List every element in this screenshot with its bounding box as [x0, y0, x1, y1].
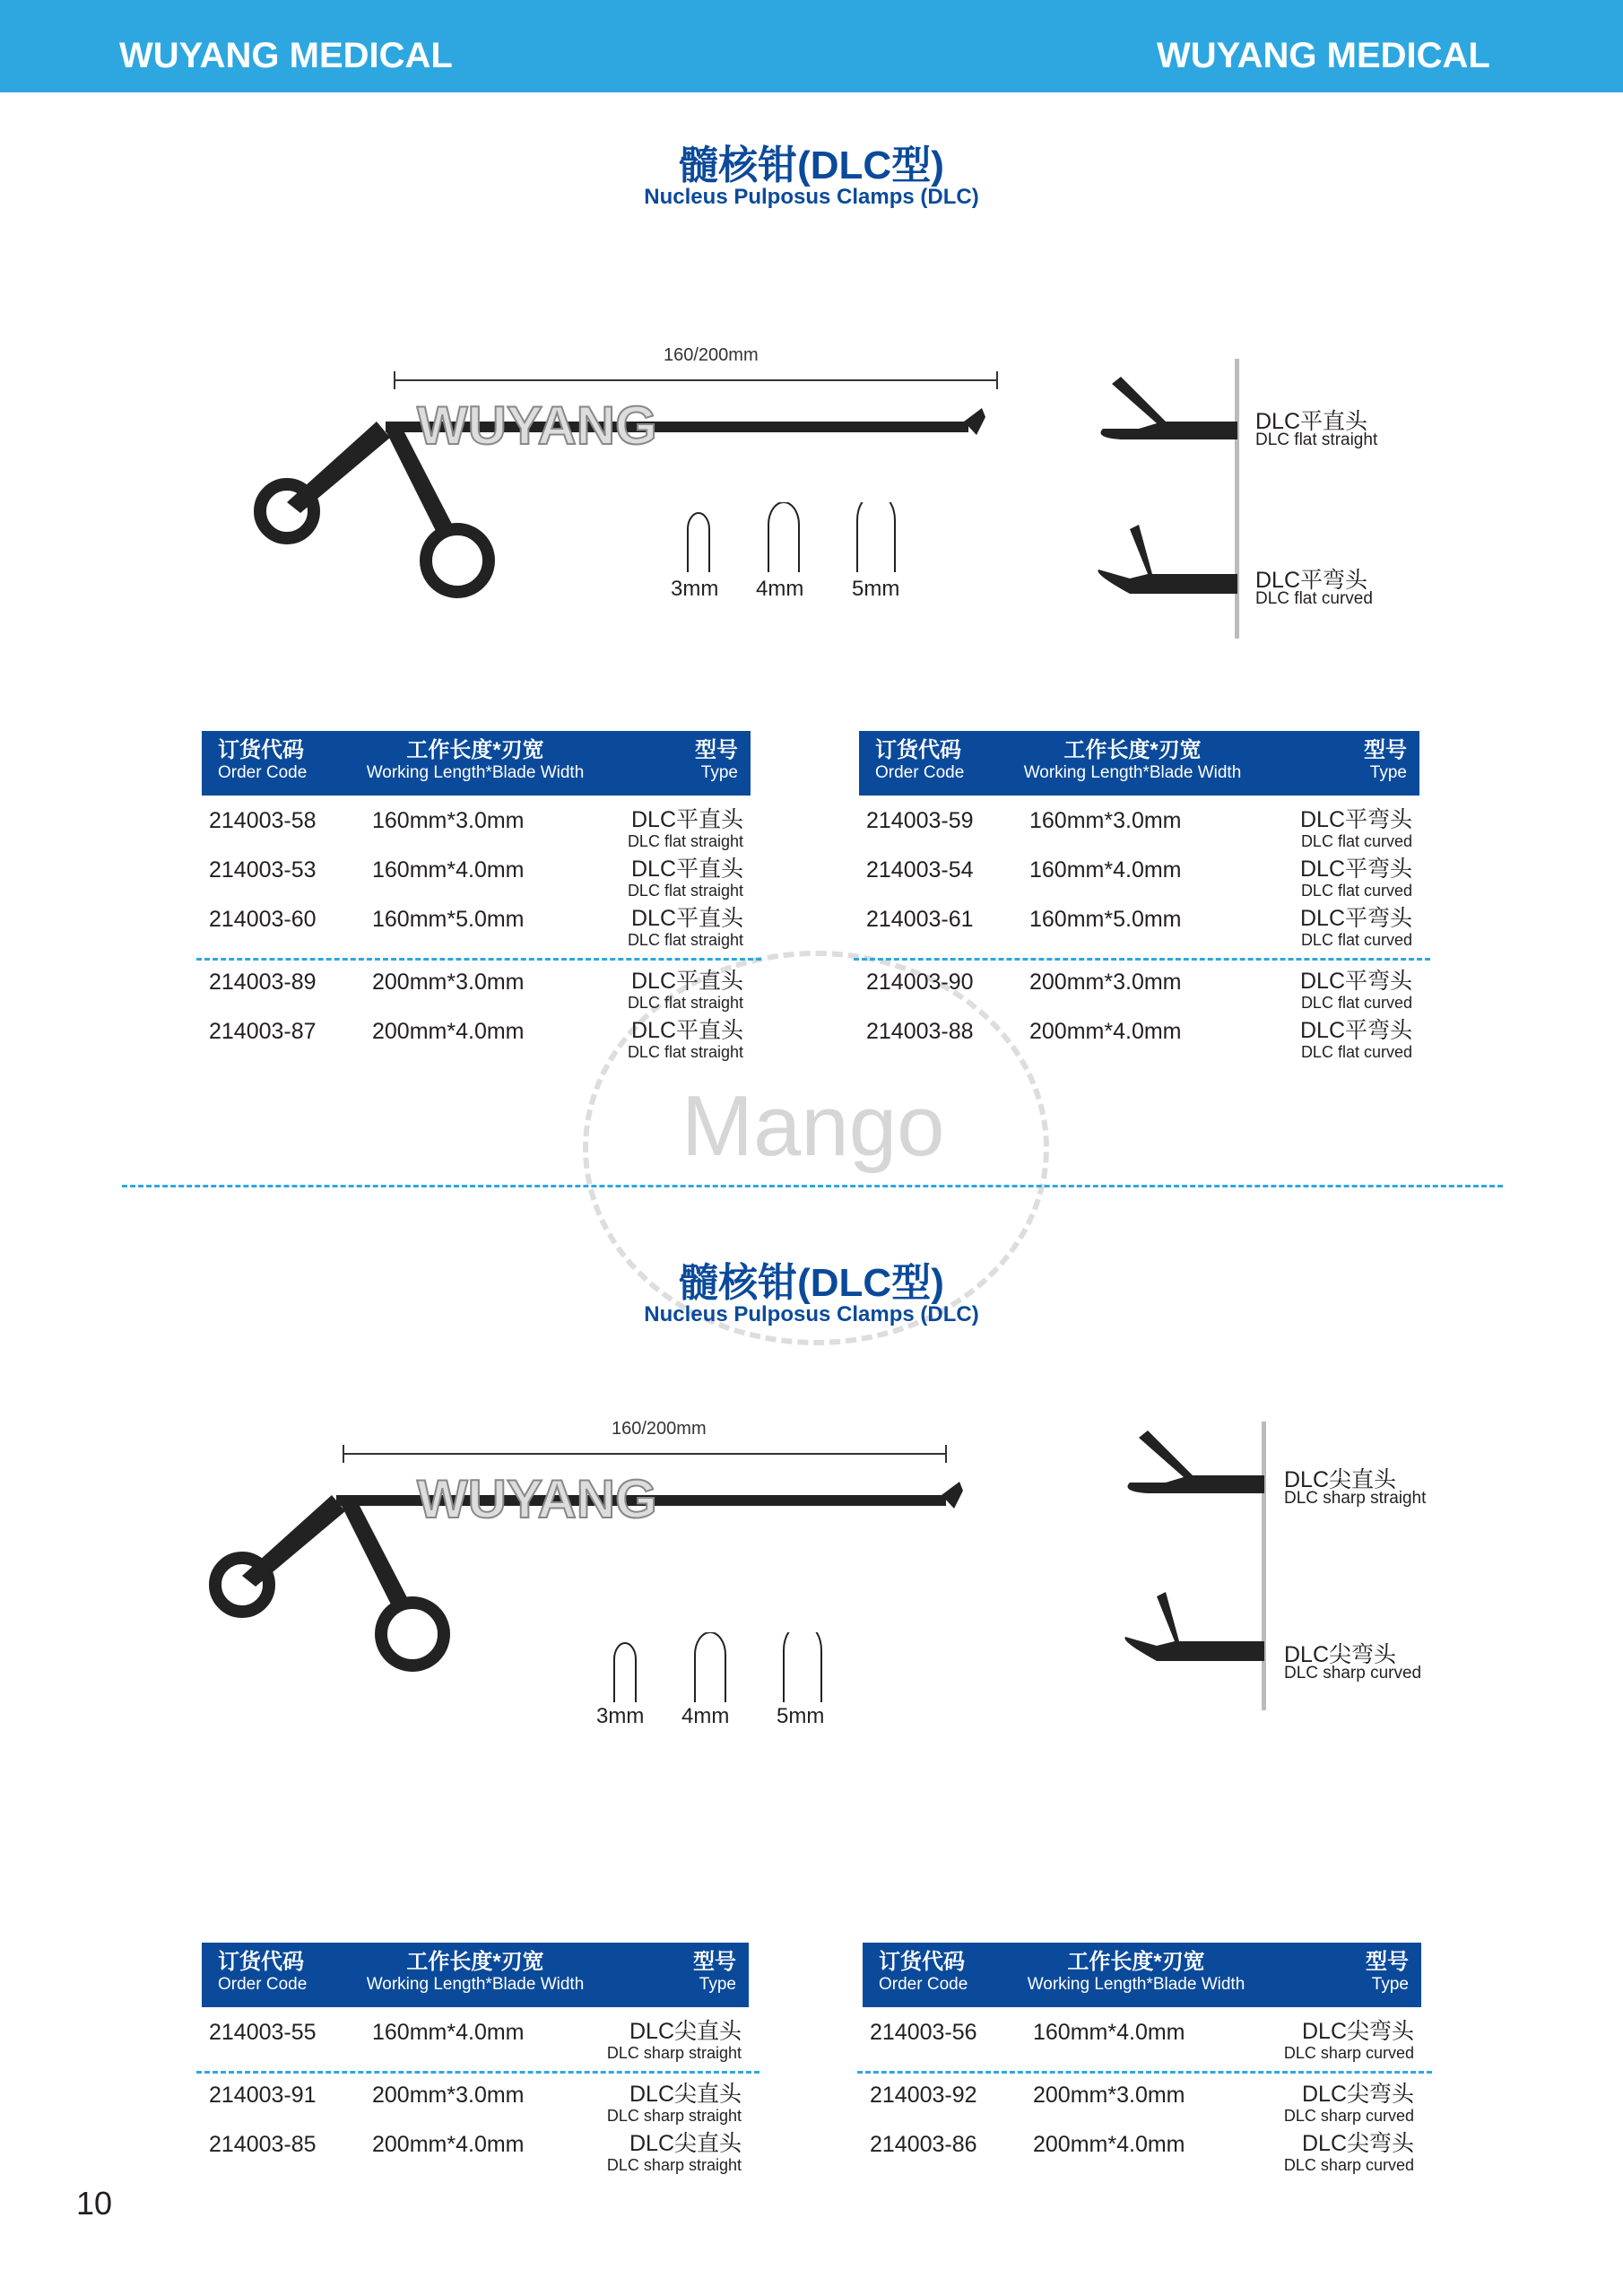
- order-code: 214003-85: [209, 2132, 317, 2157]
- dimension-label: 160/200mm: [664, 345, 759, 365]
- col-working-length: [1020, 1950, 1253, 1995]
- working-length: 200mm*3.0mm: [1029, 970, 1182, 995]
- type-cn: DLC平弯头: [1299, 807, 1412, 832]
- working-length: 160mm*3.0mm: [1029, 808, 1182, 833]
- type: [1300, 857, 1412, 900]
- size-4mm: 4mm: [756, 577, 804, 601]
- type: [607, 2132, 742, 2174]
- type-cn: DLC平弯头: [1299, 906, 1412, 931]
- col-len-cn: 工作长度*刃宽: [406, 738, 544, 762]
- type-en: DLC flat straight: [627, 882, 743, 900]
- type: [628, 857, 743, 900]
- size-3mm: 3mm: [671, 577, 719, 601]
- type: [628, 1019, 743, 1061]
- tip-4-cn: DLC尖弯头: [1284, 1642, 1397, 1667]
- col-type-en: Type: [1369, 763, 1407, 782]
- order-code: 214003-55: [209, 2020, 317, 2045]
- col-order-code: [879, 1950, 968, 1995]
- working-length: 160mm*4.0mm: [372, 2020, 525, 2045]
- col-type-cn: 型号: [695, 738, 738, 762]
- type: [628, 907, 743, 949]
- table-row: [859, 903, 1419, 952]
- type: [1300, 808, 1412, 850]
- col-len-en: Working Length*Blade Width: [366, 763, 585, 782]
- order-code: 214003-53: [209, 857, 317, 883]
- order-code: 214003-89: [209, 970, 317, 995]
- order-table-flat-curved: [859, 731, 1419, 1065]
- table-row: [202, 1015, 751, 1065]
- brand-left: WUYANG MEDICAL: [119, 36, 453, 75]
- working-length: 200mm*3.0mm: [1033, 2083, 1185, 2108]
- row-group-divider: [196, 958, 761, 961]
- tip-1-en: DLC flat straight: [1255, 430, 1378, 449]
- order-code: 214003-86: [870, 2132, 977, 2157]
- order-code: 214003-61: [866, 907, 974, 932]
- table-row: [202, 2128, 749, 2178]
- type: [607, 2020, 742, 2062]
- section-2-title-en: Nucleus Pulposus Clamps (DLC): [644, 1302, 979, 1326]
- table-row: [859, 854, 1419, 903]
- table-row: [202, 804, 751, 854]
- section-1-title-en: Nucleus Pulposus Clamps (DLC): [644, 185, 979, 209]
- order-code: 214003-56: [870, 2020, 977, 2045]
- type-en: DLC flat curved: [1300, 832, 1412, 850]
- col-order-code: [218, 738, 307, 783]
- row-group-divider: [857, 2071, 1432, 2074]
- type-cn: DLC尖弯头: [1301, 2019, 1414, 2044]
- table-header: [202, 1943, 749, 2007]
- col-type: [1364, 738, 1407, 783]
- tip-3-en: DLC sharp straight: [1284, 1489, 1427, 1508]
- order-table-sharp-straight: [202, 1943, 749, 2178]
- type-cn: DLC平弯头: [1299, 857, 1412, 882]
- working-length: 200mm*3.0mm: [372, 2083, 525, 2108]
- watermark-text: Mango: [681, 1078, 945, 1174]
- type-en: DLC sharp straight: [606, 2044, 742, 2062]
- order-code: 214003-87: [209, 1019, 317, 1044]
- table-row: [202, 2079, 749, 2128]
- type: [607, 2083, 742, 2125]
- type: [1300, 1019, 1412, 1061]
- instrument-mark-2: WUYANG: [417, 1469, 657, 1529]
- table-row: [859, 804, 1419, 854]
- order-table-flat-straight: [202, 731, 751, 1065]
- table-row: [863, 2016, 1421, 2066]
- brand-right: WUYANG MEDICAL: [1157, 36, 1490, 75]
- working-length: 200mm*4.0mm: [1033, 2132, 1185, 2157]
- type-en: DLC sharp curved: [1283, 2044, 1414, 2062]
- col-order-code: [218, 1950, 307, 1995]
- type-en: DLC flat curved: [1300, 994, 1412, 1012]
- col-working-length: [359, 738, 592, 783]
- size-5mm: 5mm: [852, 577, 900, 601]
- tip-3-cn: DLC尖直头: [1284, 1467, 1397, 1492]
- instrument-mark: WUYANG: [417, 396, 657, 456]
- order-code: 214003-58: [209, 808, 317, 833]
- type-en: DLC sharp straight: [606, 2107, 742, 2125]
- col-len-cn: 工作长度*刃宽: [1063, 738, 1202, 762]
- col-len-en: Working Length*Blade Width: [366, 1975, 585, 1994]
- row-group-divider: [854, 958, 1430, 961]
- size-5mm-2: 5mm: [777, 1704, 825, 1728]
- order-code: 214003-92: [870, 2083, 977, 2108]
- order-code: 214003-54: [866, 857, 974, 883]
- table-row: [202, 854, 751, 903]
- size-3mm-2: 3mm: [596, 1704, 645, 1728]
- col-working-length: [359, 1950, 592, 1995]
- type-en: DLC flat straight: [627, 832, 743, 850]
- tip-2-cn: DLC平弯头: [1255, 568, 1368, 593]
- section-2-title-cn: 髓核钳(DLC型): [679, 1261, 944, 1305]
- dimension-label-2: 160/200mm: [612, 1419, 707, 1439]
- blade-width-shapes: [681, 502, 906, 574]
- type-cn: DLC平直头: [630, 906, 743, 931]
- table-row: [859, 1015, 1419, 1065]
- type: [628, 808, 743, 850]
- working-length: 200mm*4.0mm: [372, 1019, 525, 1044]
- size-4mm-2: 4mm: [681, 1704, 730, 1728]
- order-table-sharp-curved: [863, 1943, 1421, 2178]
- type-cn: DLC尖直头: [629, 2082, 742, 2107]
- type-cn: DLC尖直头: [629, 2131, 742, 2156]
- type-en: DLC flat curved: [1300, 882, 1412, 900]
- order-code: 214003-91: [209, 2083, 317, 2108]
- col-len-en: Working Length*Blade Width: [1027, 1975, 1245, 1994]
- table-row: [863, 2079, 1421, 2128]
- type-cn: DLC平直头: [630, 807, 743, 832]
- table-row: [202, 2016, 749, 2066]
- col-len-en: Working Length*Blade Width: [1023, 763, 1242, 782]
- col-code-cn: 订货代码: [875, 738, 961, 762]
- tip-images-2: [1112, 1422, 1264, 1700]
- type-en: DLC sharp curved: [1283, 2107, 1414, 2125]
- tip-4-en: DLC sharp curved: [1284, 1664, 1422, 1683]
- table-row: [202, 903, 751, 952]
- working-length: 160mm*4.0mm: [372, 857, 525, 883]
- type-en: DLC flat curved: [1300, 931, 1412, 949]
- type: [1284, 2020, 1414, 2062]
- forceps-illustration-2: [188, 1441, 977, 1683]
- type-cn: DLC平弯头: [1299, 1018, 1412, 1043]
- type-en: DLC sharp straight: [606, 2156, 742, 2174]
- type-cn: DLC平直头: [630, 857, 743, 882]
- type: [1284, 2083, 1414, 2125]
- working-length: 200mm*4.0mm: [372, 2132, 525, 2157]
- type-en: DLC flat straight: [627, 994, 743, 1012]
- col-code-en: Order Code: [879, 1975, 968, 1994]
- table-row: [863, 2128, 1421, 2178]
- table-header: [863, 1943, 1421, 2007]
- col-order-code: [875, 738, 964, 783]
- col-type-cn: 型号: [1364, 738, 1407, 762]
- working-length: 160mm*3.0mm: [372, 808, 525, 833]
- type-en: DLC sharp curved: [1283, 2156, 1414, 2174]
- col-type: [693, 1950, 736, 1995]
- type-en: DLC flat curved: [1300, 1043, 1412, 1061]
- col-code-en: Order Code: [875, 763, 965, 782]
- working-length: 200mm*4.0mm: [1029, 1019, 1182, 1044]
- type-cn: DLC尖弯头: [1301, 2131, 1414, 2156]
- type: [628, 970, 743, 1012]
- col-type-en: Type: [1371, 1975, 1409, 1994]
- col-code-en: Order Code: [218, 1975, 308, 1994]
- order-code: 214003-60: [209, 907, 317, 932]
- col-len-cn: 工作长度*刃宽: [406, 1950, 544, 1974]
- table-header: [202, 731, 751, 796]
- table-header: [859, 731, 1419, 796]
- order-code: 214003-59: [866, 808, 974, 833]
- table-row: [202, 966, 751, 1015]
- order-code: 214003-88: [866, 1019, 974, 1044]
- table-row: [859, 966, 1419, 1015]
- col-type-en: Type: [699, 1975, 736, 1994]
- blade-width-shapes-2: [608, 1632, 832, 1704]
- col-type: [1366, 1950, 1409, 1995]
- section-1-title-cn: 髓核钳(DLC型): [679, 144, 944, 187]
- col-len-cn: 工作长度*刃宽: [1067, 1950, 1205, 1974]
- type: [1284, 2132, 1414, 2174]
- working-length: 160mm*4.0mm: [1029, 857, 1182, 883]
- tip-images: [1085, 368, 1237, 610]
- col-code-cn: 订货代码: [879, 1950, 965, 1974]
- type-en: DLC flat straight: [627, 1043, 743, 1061]
- type-cn: DLC平直头: [630, 1018, 743, 1043]
- page-number: 10: [76, 2185, 113, 2222]
- type: [1300, 970, 1412, 1012]
- col-code-cn: 订货代码: [218, 738, 304, 762]
- working-length: 160mm*4.0mm: [1033, 2020, 1185, 2045]
- type-cn: DLC尖直头: [629, 2019, 742, 2044]
- working-length: 160mm*5.0mm: [1029, 907, 1182, 932]
- type-cn: DLC尖弯头: [1301, 2082, 1414, 2107]
- working-length: 160mm*5.0mm: [372, 907, 525, 932]
- col-type-cn: 型号: [1366, 1950, 1409, 1974]
- type-cn: DLC平直头: [630, 969, 743, 994]
- row-group-divider: [196, 2071, 759, 2074]
- col-code-en: Order Code: [218, 763, 308, 782]
- col-code-cn: 订货代码: [218, 1950, 304, 1974]
- working-length: 200mm*3.0mm: [372, 970, 525, 995]
- tip-2-en: DLC flat curved: [1255, 589, 1373, 608]
- col-type-cn: 型号: [693, 1950, 736, 1974]
- section-divider: [122, 1185, 1503, 1187]
- tip-1-cn: DLC平直头: [1255, 409, 1368, 434]
- type-cn: DLC平弯头: [1299, 969, 1412, 994]
- col-type-en: Type: [700, 763, 738, 782]
- type-en: DLC flat straight: [627, 931, 743, 949]
- type: [1300, 907, 1412, 949]
- order-code: 214003-90: [866, 970, 974, 995]
- col-working-length: [1016, 738, 1249, 783]
- col-type: [695, 738, 738, 783]
